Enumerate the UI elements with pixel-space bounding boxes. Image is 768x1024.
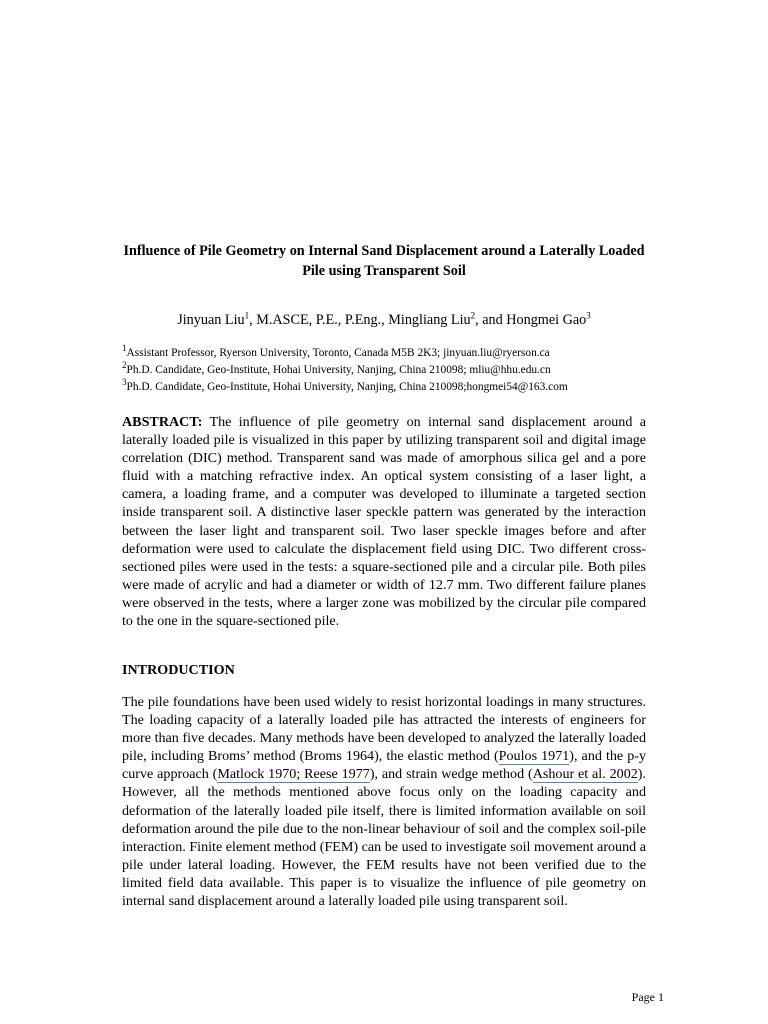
paper-title: Influence of Pile Geometry on Internal Sand Displacement around a Laterally Loaded Pile using Transparent Soil <box>123 243 645 279</box>
author-name: Jinyuan Liu <box>177 312 245 328</box>
author-name: Mingliang Liu <box>388 312 471 328</box>
affiliation-line <box>122 362 662 379</box>
affiliation-line <box>122 379 662 396</box>
abstract-label: ABSTRACT: <box>122 414 203 430</box>
affiliation-marker: 1 <box>122 343 127 354</box>
page-number: Page 1 <box>631 990 664 1004</box>
citation-link[interactable]: Matlock 1970; Reese 1977 <box>217 766 370 783</box>
citation-link[interactable]: Poulos 1971 <box>498 748 570 765</box>
affiliation-text: Ph.D. Candidate, Geo-Institute, Hohai University, Nanjing, China 210098;hongmei54@163.com <box>126 381 568 393</box>
author-separator: , and <box>475 312 507 328</box>
section-heading-introduction: INTRODUCTION <box>122 662 235 678</box>
affiliation-marker: 2 <box>122 360 127 371</box>
author-affiliation-marker: 3 <box>586 310 591 321</box>
author-credentials: , M.ASCE, P.E., P.Eng., <box>249 312 389 328</box>
author-affiliation-marker: 2 <box>470 310 476 321</box>
affiliation-text: Assistant Professor, Ryerson University, Toronto, Canada M5B 2K3; jinyuan.liu@ryerson.ca <box>126 347 550 359</box>
citation-link[interactable]: Ashour et al. 2002 <box>532 766 638 783</box>
introduction-paragraph <box>122 693 646 910</box>
intro-text: ), and the p-y curve approach ( <box>122 748 646 783</box>
intro-text: The pile foundations have been used widely to resist horizontal loadings in many structures. The loading capacity of a laterally loaded pile has attracted the interests of engineers for more than five decades. Many methods have been developed to analyzed the laterally loaded pile, including Broms’ method (Broms 1964), the elastic method ( <box>122 694 646 765</box>
intro-text: ). However, all the methods mentioned above focus only on the loading capacity and deformation of the laterally loaded pile itself, there is limited information available on soil deformation around the pile due to the non-linear behaviour of soil and the complex soil-pile interaction. Finite element method (FEM) can be used to investigate soil movement around a pile under lateral loading. However, the FEM results have not been verified due to the limited field data available. This paper is to visualize the influence of pile geometry on internal sand displacement around a laterally loaded pile using transparent soil. <box>122 766 647 910</box>
intro-text: ), and strain wedge method ( <box>369 766 533 783</box>
affiliation-marker: 3 <box>122 377 127 388</box>
author-affiliation-marker: 1 <box>244 310 250 321</box>
abstract <box>122 413 646 630</box>
affiliation-line <box>122 345 662 362</box>
author-name: Hongmei Gao <box>506 312 587 328</box>
affiliations <box>122 345 662 396</box>
abstract-text: The influence of pile geometry on internal sand displacement around a laterally loaded pile is visualized in this paper by utilizing transparent soil and digital image correlation (DIC) method. Transparent sand was made of amorphous silica gel and a pore fluid with a matching refractive index. An optical system consisting of a laser light, a camera, a loading frame, and a computer was developed to illuminate a targeted section inside transparent soil. A distinctive laser speckle pattern was generated by the interaction between the laser light and transparent soil. Two laser speckle images before and after deformation were used to calculate the displacement field using DIC. Two different cross-sectioned piles were used in the tests: a square-sectioned pile and a circular pile. Both piles were made of acrylic and had a diameter or width of 12.7 mm. Two different failure planes were observed in the tests, where a larger zone was mobilized by the circular pile compared to the one in the square-sectioned pile. <box>122 414 646 630</box>
affiliation-text: Ph.D. Candidate, Geo-Institute, Hohai University, Nanjing, China 210098; mliu@hhu.edu.cn <box>126 364 551 376</box>
author-line <box>100 310 668 330</box>
